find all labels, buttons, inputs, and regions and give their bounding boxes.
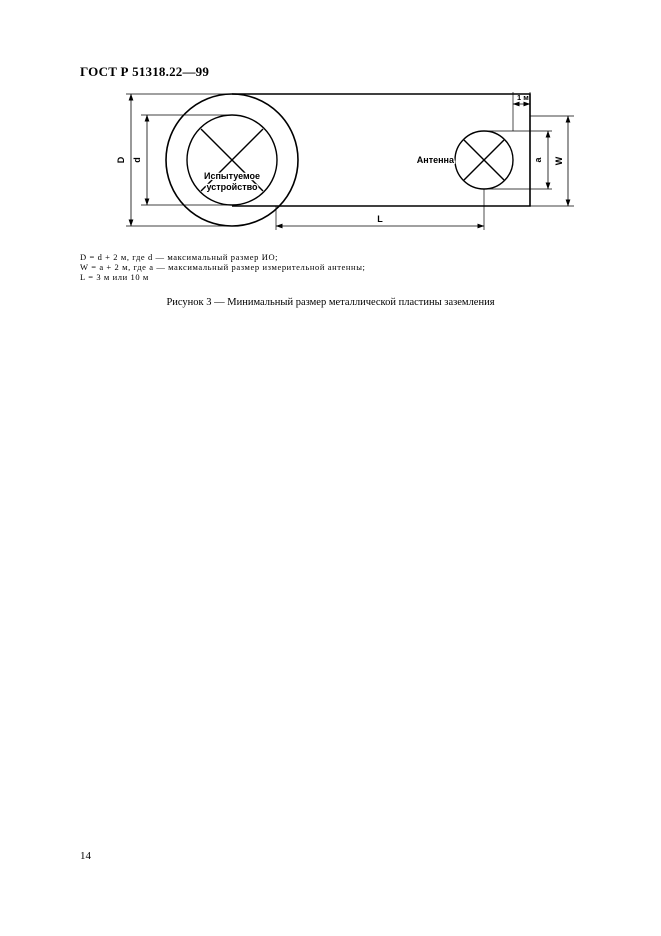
antenna-label: Антенна xyxy=(416,155,454,165)
label-D: D xyxy=(116,156,126,164)
label-a: a xyxy=(533,157,543,163)
note-line: L = 3 м или 10 м xyxy=(80,272,149,282)
label-d: d xyxy=(132,157,142,163)
label-L: L xyxy=(377,214,383,224)
eut-label-line2: устройство xyxy=(206,182,258,192)
page-number: 14 xyxy=(80,850,91,862)
extension-lines xyxy=(126,92,574,230)
note-line: W = a + 2 м, где a — максимальный размер измерительной антенны; xyxy=(80,262,366,272)
eut-label-line1: Испытуемое xyxy=(203,171,261,181)
figure-notes xyxy=(80,252,365,282)
label-W: W xyxy=(554,156,564,166)
label-1m: 1 м xyxy=(517,93,529,102)
note-line: D = d + 2 м, где d — максимальный размер ИО; xyxy=(80,252,279,262)
antenna-circle xyxy=(455,131,513,189)
ground-plate-outline xyxy=(166,94,530,226)
document-header: ГОСТ Р 51318.22—99 xyxy=(80,64,210,79)
figure-caption: Рисунок 3 — Минимальный размер металлической пластины заземления xyxy=(166,297,495,308)
